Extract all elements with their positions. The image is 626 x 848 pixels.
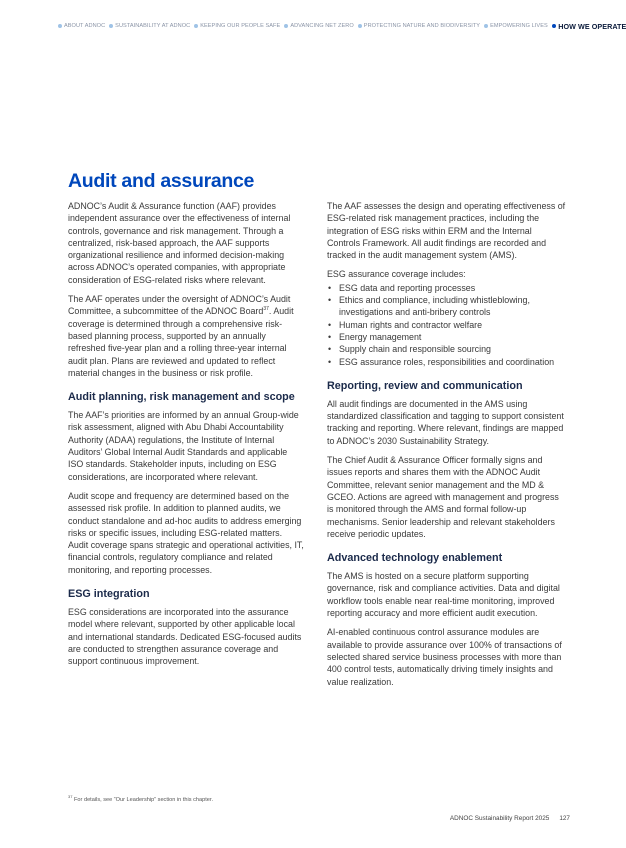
platform-paragraph: The AMS is hosted on a secure platform supporting governance, risk and compliance activities. Data and digital workflow tools enable near real-time monitoring, improved reporting accuracy and more efficient audit execution. bbox=[327, 571, 560, 619]
findings-paragraph: All audit findings are documented in the AMS using standardized classification and tagging to support consistent tracking and reporting. Where relevant, findings are mapped to ADNOC’s 2030 Sustainability Strategy. bbox=[327, 398, 564, 446]
reports-paragraph: The Chief Audit & Assurance Officer formally signs and issues reports and shares them with the ADNOC Audit Committee, relevant senior management and the MD & GCEO. Actions are agreed with management and progress is monitored through the AMS and formal follow-up mechanisms. Senior leadership and relevant stakeholders receive periodic updates. bbox=[327, 455, 559, 539]
nav-dot-icon bbox=[58, 24, 62, 28]
nav-dot-icon bbox=[552, 24, 557, 29]
nav-item-label: ADVANCING NET ZERO bbox=[290, 23, 354, 29]
list-item: • Energy management bbox=[327, 331, 567, 343]
esg-integration-paragraph: ESG considerations are incorporated into the assurance model where relevant, supported by other applicable local and international standards. Dedicated ESG-focused audits are conducted to strengthen assurance coverage and support continuous improvement. bbox=[68, 607, 302, 667]
nav-dot-icon bbox=[358, 24, 362, 28]
list-item: • Ethics and compliance, including whistleblowing, investigations and anti-bribery controls bbox=[327, 294, 567, 319]
nav-item-label: ABOUT ADNOC bbox=[64, 23, 106, 29]
footnote-text: For details, see “Our Leadership” section in this chapter. bbox=[74, 797, 213, 803]
nav-dot-icon bbox=[284, 24, 288, 28]
list-item: • ESG assurance roles, responsibilities and coordination bbox=[327, 356, 567, 368]
intro-paragraph: ADNOC’s Audit & Assurance function (AAF) provides independent assurance over the effectiveness of internal controls, governance and risk management. Through a centralized, risk-based approach, the AAF supports organizational resilience and informed decision-making across ADNOC’s operated companies, with appropriate consideration of ESG-related risks where relevant. bbox=[68, 201, 291, 285]
list-item: • Supply chain and responsible sourcing bbox=[327, 343, 567, 355]
nav-item-people-safe[interactable] bbox=[194, 23, 280, 29]
nav-item-nature-biodiversity[interactable] bbox=[358, 23, 480, 29]
nav-dot-icon bbox=[109, 24, 113, 28]
page-title: Audit and assurance bbox=[68, 170, 255, 192]
nav-item-about-adnoc[interactable] bbox=[58, 23, 105, 29]
nav-item-label: KEEPING OUR PEOPLE SAFE bbox=[200, 23, 281, 29]
nav-dot-icon bbox=[194, 24, 198, 28]
footnote-number: 37 bbox=[68, 794, 73, 800]
oversight-paragraph: The AAF operates under the oversight of ADNOC’s Audit Committee, a subcommittee of the ADNOC Board$^{37}$. Audit coverage is determined through a comprehensive risk-based planning process, supported by an annually refreshed five-year plan and a rolling three-year internal audit plan. Plans are reviewed and updated to reflect material changes in the business or risk profile. bbox=[68, 294, 294, 378]
page-footer bbox=[450, 815, 570, 822]
coverage-list bbox=[327, 282, 567, 368]
nav-item-sustainability[interactable] bbox=[109, 23, 190, 29]
nav-dot-icon bbox=[484, 24, 488, 28]
right-column bbox=[327, 200, 567, 695]
section-heading-audit-planning: Audit planning, risk management and scope bbox=[68, 391, 295, 404]
ai-assurance-paragraph: AI-enabled continuous control assurance modules are available to provide assurance over 100% of transactions of selected shared service business processes with more than 400 control tests, automatically driving timely insights and value realization. bbox=[327, 627, 562, 687]
nav-item-label: EMPOWERING LIVES bbox=[490, 23, 548, 29]
nav-item-net-zero[interactable] bbox=[284, 23, 353, 29]
list-item: • Human rights and contractor welfare bbox=[327, 319, 567, 331]
priorities-paragraph: The AAF’s priorities are informed by an annual Group-wide risk assessment, aligned with Abu Dhabi Accountability Authority (ADAA) regulations, the Institute of Internal Auditors’ Global Internal Audit Standards and applicable ISO standards. Stakeholder inputs, including on ESG considerations, are incorporated where relevant. bbox=[68, 410, 299, 482]
footnote-reference[interactable]: 37 bbox=[263, 306, 269, 313]
nav-item-label: HOW WE OPERATE bbox=[558, 21, 626, 31]
page-number: 127 bbox=[559, 815, 570, 822]
section-heading-technology: Advanced technology enablement bbox=[327, 552, 503, 565]
nav-item-label: SUSTAINABILITY AT ADNOC bbox=[115, 23, 191, 29]
section-heading-esg-integration: ESG integration bbox=[68, 588, 150, 601]
section-heading-reporting: Reporting, review and communication bbox=[327, 379, 523, 392]
top-navigation bbox=[58, 20, 626, 32]
nav-item-empowering-lives[interactable] bbox=[484, 23, 548, 29]
list-item: • ESG data and reporting processes bbox=[327, 282, 567, 294]
footnote bbox=[68, 794, 213, 803]
scope-paragraph: Audit scope and frequency are determined based on the assessed risk profile. In addition to planned audits, we conduct standalone and ad-hoc audits to address emerging risks or specific issues, including ESG-related matters. Audit coverage spans strategic and operational activities, IT, financial controls, regulatory compliance and related monitoring, and reporting processes. bbox=[68, 490, 304, 575]
report-name: ADNOC Sustainability Report 2025 bbox=[449, 815, 550, 822]
coverage-intro: ESG assurance coverage includes: bbox=[327, 269, 466, 280]
nav-item-label: PROTECTING NATURE AND BIODIVERSITY bbox=[363, 23, 481, 29]
left-column bbox=[68, 200, 304, 675]
aaf-assessment-paragraph: The AAF assesses the design and operating effectiveness of ESG-related risk management practices, including the integration of ESG risks within ERM and the Internal Controls Framework. All audit findings are recorded and tracked in the audit management system (AMS). bbox=[327, 201, 566, 261]
nav-item-how-we-operate[interactable] bbox=[552, 22, 626, 31]
